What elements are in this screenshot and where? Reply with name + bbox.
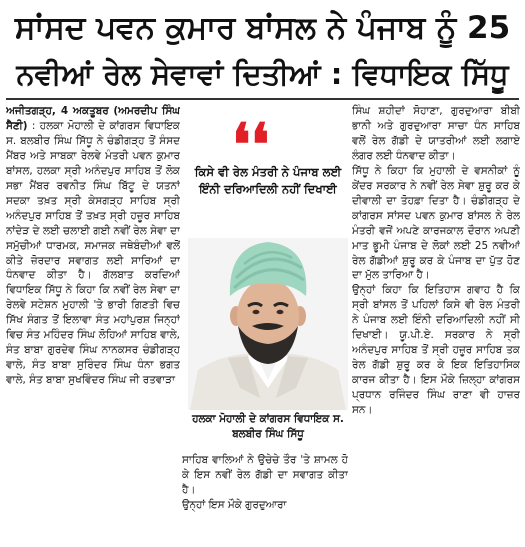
article-lead-text: : ਹਲਕਾ ਮੋਹਾਲੀ ਦੇ ਕਾਂਗਰਸ ਵਿਧਾਇਕ ਸ. ਬਲਬੀਰ ਸਿੰਘ ਸਿੱਧੂ ਨੇ ਚੰਡੀਗੜ੍ਹ ਤੋਂ ਸੰਸਦ ਮੈਂਬਰ ਅਤੇ ਸਾਬਕਾ ਰੇਲਵੇ ਮੰਤਰੀ ਪਵਨ ਕੁਮਾਰ ਬਾਂਸਲ, ਹਲਕਾ ਸ੍ਰੀ ਅਨੰਦਪੁਰ ਸਾਹਿਬ ਤੋਂ ਲੋਕ ਸਭਾ ਮੈਂਬਰ ਰਵਨੀਤ ਸਿੰਘ ਬਿੱਟੂ ਦੇ ਯਤਨਾਂ ਸਦਕਾ ਤਖ਼ਤ ਸ੍ਰੀ ਕੇਸਗੜ੍ਹ ਸਾਹਿਬ ਸ੍ਰੀ ਅਨੰਦਪੁਰ ਸਾਹਿਬ ਤੋਂ ਤਖ਼ਤ ਸ੍ਰੀ ਹਜ਼ੂਰ ਸਾਹਿਬ ਨਾਂਦੇੜ ਦੇ ਲਈ ਚਲਾਈ ਗਈ ਨਵੀਂ ਰੇਲ ਸੇਵਾ ਦਾ ਸਮੁੱਚੀਆਂ ਧਾਰਮਕ, ਸਮਾਜਕ ਜਥੇਬੰਦੀਆਂ ਵਲੋਂ ਕੀਤੇ ਜ਼ੋਰਦਾਰ ਸਵਾਗਤ ਲਈ ਸਾਰਿਆਂ ਦਾ ਧੰਨਵਾਦ ਕੀਤਾ ਹੈ। ਗੱਲਬਾਤ ਕਰਦਿਆਂ ਵਿਧਾਇਕ ਸਿੱਧੂ ਨੇ ਕਿਹਾ ਕਿ ਨਵੀਂ ਰੇਲ ਸੇਵਾ ਦਾ ਰੇਲਵੇ ਸਟੇਸ਼ਨ ਮੁਹਾਲੀ 'ਤੇ ਭਾਰੀ ਗਿਣਤੀ ਵਿਚ ਸਿੱਖ ਸੰਗਤ ਤੋਂ ਇਲਾਵਾ ਸੰਤ ਮਹਾਂਪੁਰਸ਼ ਜਿਨ੍ਹਾਂ ਵਿਚ ਸੰਤ ਮਹਿੰਦਰ ਸਿੰਘ ਲੋਹਿਆਂ ਸਾਹਿਬ ਵਾਲੇ, ਸੰਤ ਬਾਬਾ ਗੁਰਦੇਵ ਸਿੰਘ ਨਾਨਕਸਰ ਚੰਡੀਗੜ੍ਹ ਵਾਲੇ, ਸੰਤ ਬਾਬਾ ਸੁਰਿੰਦਰ ਸਿੰਘ ਧੰਨਾ ਭਗਤ ਵਾਲੇ, ਸੰਤ ਬਾਬਾ ਸੁਖਵਿੰਦਰ ਸਿੰਘ ਜੀ ਰਤਵਾੜਾ xyxy=(6,119,180,387)
article-column-right xyxy=(352,104,520,544)
mla-photo xyxy=(188,238,348,410)
headline-line-1: ਸਾਂਸਦ ਪਵਨ ਕੁਮਾਰ ਬਾਂਸਲ ਨੇ ਪੰਜਾਬ ਨੂੰ 25 xyxy=(14,10,511,46)
article-lead-paragraph xyxy=(6,104,180,388)
article-right-paragraph-2: ਸਿੱਧੂ ਨੇ ਕਿਹਾ ਕਿ ਮੁਹਾਲੀ ਦੇ ਵਸਨੀਕਾਂ ਨੂੰ ਕੇਂਦਰ ਸਰਕਾਰ ਨੇ ਨਵੀਂ ਰੇਲ ਸੇਵਾ ਸ਼ੁਰੂ ਕਰ ਕੇ ਦੀਵਾਲੀ ਦਾ ਤੋਹਫ਼ਾ ਦਿਤਾ ਹੈ। ਚੰਡੀਗੜ੍ਹ ਦੇ ਕਾਂਗਰਸ ਸਾਂਸਦ ਪਵਨ ਕੁਮਾਰ ਬਾਂਸਲ ਨੇ ਰੇਲ ਮੰਤਰੀ ਵਜੋਂ ਅਪਣੇ ਕਾਰਜਕਾਲ ਦੌਰਾਨ ਅਪਣੀ ਮਾਤ ਭੂਮੀ ਪੰਜਾਬ ਦੇ ਲੋਕਾਂ ਲਈ 25 ਨਵੀਆਂ ਰੇਲ ਗੱਡੀਆਂ ਸ਼ੁਰੂ ਕਰ ਕੇ ਪੰਜਾਬ ਦਾ ਪੁੱਤ ਹੋਣ ਦਾ ਮੁੱਲ ਤਾਰਿਆ ਹੈ। xyxy=(352,164,520,282)
quote-mark-icon: ❛❛ xyxy=(232,111,270,179)
article-middle-paragraph-2: ਉਨ੍ਹਾਂ ਇਸ ਮੌਕੇ ਗੁਰਦੁਆਰਾ xyxy=(182,498,287,511)
pull-quote xyxy=(186,111,346,238)
headline-line-2: ਨਵੀਆਂ ਰੇਲ ਸੇਵਾਵਾਂ ਦਿਤੀਆਂ : ਵਿਧਾਇਕ ਸਿੱਧੂ xyxy=(16,57,509,91)
article-column-middle xyxy=(182,453,348,544)
photo-caption: ਹਲਕਾ ਮੋਹਾਲੀ ਦੇ ਕਾਂਗਰਸ ਵਿਧਾਇਕ ਸ. ਬਲਬੀਰ ਸਿੰਘ ਸਿੱਧੂ xyxy=(192,413,344,440)
pull-quote-text: ਕਿਸੇ ਵੀ ਰੇਲ ਮੰਤਰੀ ਨੇ ਪੰਜਾਬ ਲਈ ਇੰਨੀ ਦਰਿਆਦਿਲੀ ਨਹੀਂ ਦਿਖਾਈ xyxy=(194,165,342,196)
article-column-left xyxy=(6,104,180,544)
byline-reporter: (ਅਮਰਦੀਪ ਸਿੰਘ ਸੈਣੀ) xyxy=(6,105,180,132)
article-middle-paragraph-1: ਸਾਹਿਬ ਵਾਲਿਆਂ ਨੇ ਉਚੇਚੇ ਤੌਰ 'ਤੇ ਸ਼ਾਮਲ ਹੋ ਕੇ ਇਸ ਨਵੀਂ ਰੇਲ ਗੱਡੀ ਦਾ ਸਵਾਗਤ ਕੀਤਾ ਹੈ। xyxy=(182,454,348,496)
headline-divider xyxy=(6,98,519,100)
portrait-image xyxy=(188,238,348,410)
article-right-paragraph-1: ਸਿੰਘ ਸ਼ਹੀਦਾਂ ਸੋਹਾਣਾ, ਗੁਰਦੁਆਰਾ ਬੀਬੀ ਭਾਨੀ ਅਤੇ ਗੁਰਦੁਆਰਾ ਸਾਚਾ ਧੰਨ ਸਾਹਿਬ ਵਲੋਂ ਰੇਲ ਗੱਡੀ ਦੇ ਯਾਤਰੀਆਂ ਲਈ ਲਗਾਏ ਲੰਗਰ ਲਈ ਧੰਨਵਾਦ ਕੀਤਾ। xyxy=(352,105,520,162)
article-right-paragraph-3: ਉਨ੍ਹਾਂ ਕਿਹਾ ਕਿ ਇਤਿਹਾਸ ਗਵਾਹ ਹੈ ਕਿ ਸ੍ਰੀ ਬਾਂਸਲ ਤੋਂ ਪਹਿਲਾਂ ਕਿਸੇ ਵੀ ਰੇਲ ਮੰਤਰੀ ਨੇ ਪੰਜਾਬ ਲਈ ਇੰਨੀ ਦਰਿਆਦਿਲੀ ਨਹੀਂ ਸੀ ਦਿਖਾਈ। ਯੂ.ਪੀ.ਏ. ਸਰਕਾਰ ਨੇ ਸ੍ਰੀ ਅਨੰਦਪੁਰ ਸਾਹਿਬ ਤੋਂ ਸ੍ਰੀ ਹਜ਼ੂਰ ਸਾਹਿਬ ਤਕ ਰੇਲ ਗੱਡੀ ਸ਼ੁਰੂ ਕਰ ਕੇ ਇਕ ਇਤਿਹਾਸਿਕ ਕਾਰਜ ਕੀਤਾ ਹੈ। ਇਸ ਮੌਕੇ ਜ਼ਿਲ੍ਹਾ ਕਾਂਗਰਸ ਪ੍ਰਧਾਨ ਰਜਿੰਦਰ ਸਿੰਘ ਰਾਣਾ ਵੀ ਹਾਜ਼ਰ ਸਨ। xyxy=(352,284,520,417)
byline-place-date: ਅਜੀਤਗੜ੍ਹ, 4 ਅਕਤੂਬਰ xyxy=(6,105,109,117)
